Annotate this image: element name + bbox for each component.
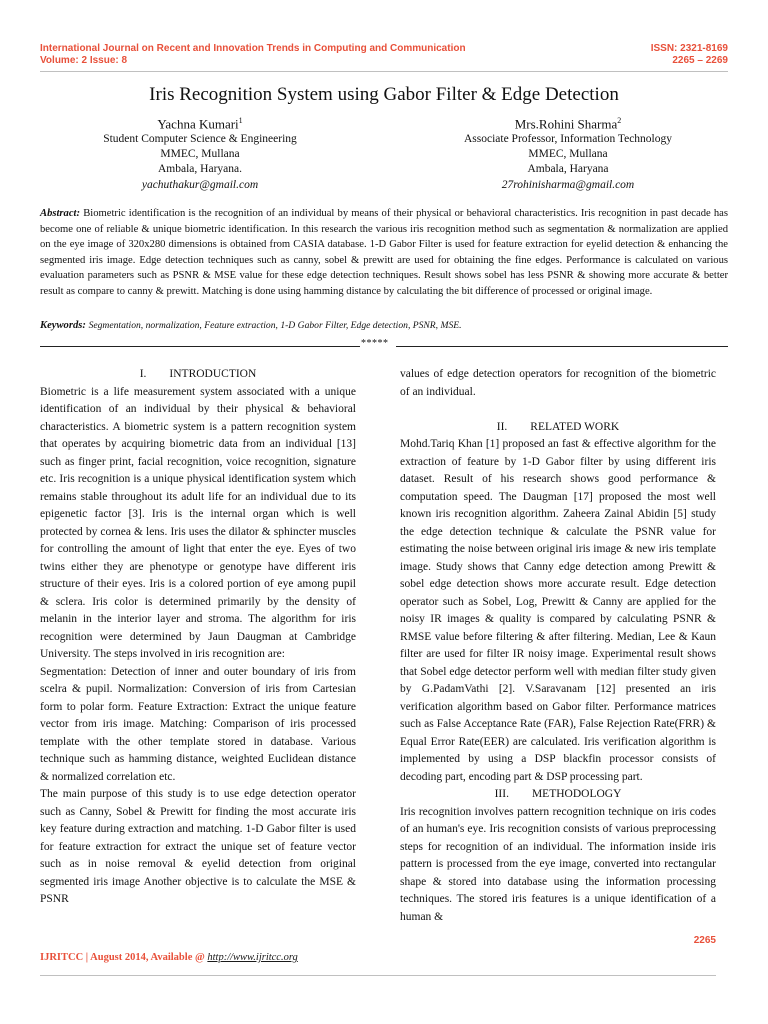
author-name: Mrs.Rohini Sharma$^2$ xyxy=(514,116,622,132)
section-separator xyxy=(40,338,728,352)
footer xyxy=(40,952,298,963)
author-block-2 xyxy=(428,113,708,193)
footer-text: IJRITCC | August 2014, Available @ xyxy=(40,952,208,963)
paragraph: Iris recognition involves pattern recognition technique on iris codes of an human's eye. Iris recognition consists of various preprocessing steps for recognition of an individual. The information inside iris pattern is processed from the eye image, converted into rectangular shape & stored into database using the information processing techniques. The stored iris features is a unique identification of a human & xyxy=(400,805,716,923)
section-heading-related-work: II. RELATED WORK xyxy=(496,420,620,433)
paragraph: The main purpose of this study is to use edge detection operator such as Canny, Sobel & Prewitt for finding the most accurate iris key feature during extraction and matching. 1-D Gabor filter is used for feature extraction for extract the unique set of feature vector such as in noise removal & eyelid detection from original segmented iris image Another objective is to calculate the MSE & PSNR xyxy=(40,788,356,905)
footer-rule xyxy=(40,975,716,976)
author-place: Ambala, Haryana. xyxy=(158,163,242,176)
right-column xyxy=(400,366,716,926)
separator-line-left xyxy=(40,346,360,347)
author-block-1 xyxy=(60,113,340,193)
author-org: MMEC, Mullana xyxy=(160,147,240,160)
paragraph: Segmentation: Detection of inner and outer boundary of iris from scelra & pupil. Normalization: Conversion of iris from Cartesian form to polar form. Feature Extraction: Extract the unique feature vector from iris image. Matching: Comparison of iris processed template with the other template stored in database. Various technique such as hamming distance, weighted Euclidean distance & normalized correlation etc. xyxy=(40,665,356,783)
journal-name: International Journal on Recent and Innovation Trends in Computing and Communication xyxy=(40,43,466,54)
journal-volume: Volume: 2 Issue: 8 xyxy=(40,55,128,66)
author-name: Yachna Kumari$^1$ xyxy=(157,116,243,132)
separator-line-right xyxy=(396,346,728,347)
section-heading-methodology: III. METHODOLOGY xyxy=(494,788,622,800)
paragraph: Mohd.Tariq Khan [1] proposed an fast & effective algorithm for the extraction of feature by 1-D Gabor filter by using different iris dataset. Result of his research shows good performance & computation speed. The Daugman [17] proposed the most well known iris recognition algorithm. Zaheera Zainal Abidin [5] study the edge detection technique & calculate the PSNR value for estimating the noise between original iris image & new iris template image. Study shows that Canny edge detection among Prewitt & sobel edge detection shows more accurate result. Edge detection operator such as Sobel, Log, Prewitt & Canny are applied for the noisy IR images & quality is compared by calculating PSNR & RMSE value before filtering & after filtering. Median, Lee & Kaun filter are used for filter IR noisy image. Experimental result shows that Sobel edge detector perform well with median filter study given by G.PadamVathi [2]. V.Saravanam [12] presented an iris verification algorithm based on Gabor filter. Performance matrices such as False Acceptance Rate (FAR), False Rejection Rate(FRR) & Equal Error Rate(EER) are calculated. Iris verification algorithm is implemented by using a DSP blackfin processor consists of decoding part, encoding part & DSP processing part. xyxy=(400,438,716,783)
journal-header xyxy=(40,43,466,67)
header-rule xyxy=(40,71,728,72)
journal-link[interactable]: http://www.ijritcc.org xyxy=(207,952,298,963)
paper-title: Iris Recognition System using Gabor Filter & Edge Detection xyxy=(149,84,619,105)
keywords xyxy=(40,320,728,331)
paragraph: values of edge detection operators for recognition of the biometric of an individual. xyxy=(400,368,716,398)
abstract-label: Abstract: xyxy=(40,208,81,219)
author-role: Student Computer Science & Engineering xyxy=(103,132,297,145)
paragraph: Biometric is a life measurement system associated with a unique identification of an individual by their physical & behavioral characteristics. A biometric system is a pattern recognition system that operates by acquiring biometric data from an individual [13] such as finger print, facial recognition, voice recognition, signature etc. Iris recognition is a unique physical identification system which remains stable throughout its adult life for an individual due to its epigenetic factor [3]. Iris is the internal organ which is well protected by cornea & lens. Iris uses the dilator & sphincter muscles for controlling the amount of light that enter the eye. Eyes of two twins either they are phenotype or genotype have different iris structure of their eyes. Iris is a colored portion of eye among pupil & sclera. Iris color is determined primarily by the density of melanin in the interior layer and stroma. The algorithm for iris recognition were determined by Jaun Daugman at Cambridge University. The steps involved in iris recognition are: xyxy=(40,385,356,660)
issn-header xyxy=(651,43,728,67)
separator-stars: ***** xyxy=(361,338,389,349)
author-email: yachuthakur@gmail.com xyxy=(141,178,259,191)
page-range: 2265 – 2269 xyxy=(672,55,728,66)
author-place: Ambala, Haryana xyxy=(527,163,609,176)
author-email: 27rohinisharma@gmail.com xyxy=(501,178,635,191)
section-heading-introduction: I. INTRODUCTION xyxy=(139,368,257,380)
author-role: Associate Professor, Information Technology xyxy=(463,132,673,145)
abstract xyxy=(40,206,728,300)
page-number: 2265 xyxy=(693,935,716,946)
author-org: MMEC, Mullana xyxy=(528,147,608,160)
keywords-label: Keywords: xyxy=(40,320,86,331)
keywords-text: Segmentation, normalization, Feature extraction, 1-D Gabor Filter, Edge detection, PSNR, MSE. xyxy=(88,320,462,331)
abstract-text: Biometric identification is the recognition of an individual by means of their physical or behavioral characteristics. Iris recognition in past decade has become one of reliable & unique biometric identification. In this research the various iris recognition method such as segmentation & normalization are applied on the eye image of 320x280 dimensions is obtained from CASIA database. 1-D Gabor Filter is used for feature extraction for eyelid detection & enhancing the segmented iris image. Edge detection techniques such as canny, sobel & prewitt are used for obtaining the fine edges. Performance is calculated on various evaluation parameters such as PSNR & MSE value for these edge detection techniques. Result shows sobel has less PSNR & showing more accurate & better result as compare to canny & prewitt. Matching is done using hamming distance by calculating the bit difference of processed or original image. xyxy=(40,208,728,297)
left-column xyxy=(40,366,356,909)
issn: ISSN: 2321-8169 xyxy=(650,43,728,54)
